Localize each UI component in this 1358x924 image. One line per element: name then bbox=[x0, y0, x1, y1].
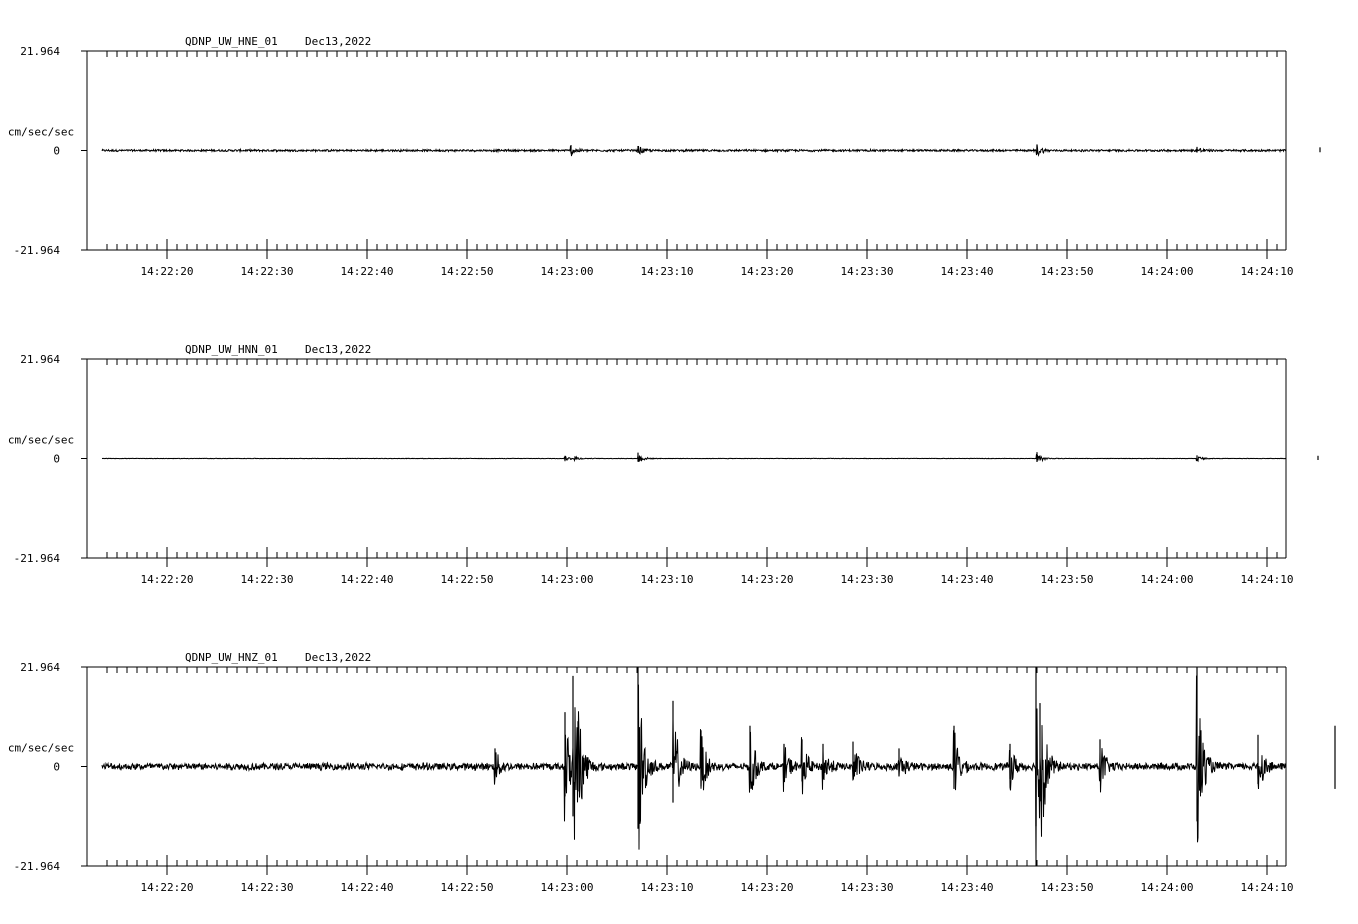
x-tick-label: 14:22:20 bbox=[140, 881, 194, 894]
date-label: Dec13,2022 bbox=[305, 343, 372, 356]
waveform-trace bbox=[102, 144, 1286, 156]
y-axis-label: cm/sec/sec bbox=[7, 741, 75, 755]
x-tick-label: 14:23:40 bbox=[940, 881, 994, 894]
x-tick-label: 14:23:10 bbox=[640, 265, 694, 278]
x-tick-label: 14:23:00 bbox=[540, 881, 594, 894]
x-tick-label: 14:24:10 bbox=[1240, 265, 1294, 278]
date-label: Dec13,2022 bbox=[305, 35, 372, 48]
x-tick-label: 14:22:50 bbox=[440, 573, 494, 586]
date-label: Dec13,2022 bbox=[305, 651, 372, 664]
y-tick-label: 21.964 bbox=[20, 45, 60, 58]
x-tick-label: 14:23:10 bbox=[640, 881, 694, 894]
station-label: QDNP_UW_HNZ_01 bbox=[185, 651, 278, 664]
x-tick-label: 14:22:40 bbox=[340, 265, 394, 278]
x-tick-label: 14:23:00 bbox=[540, 265, 594, 278]
x-tick-label: 14:23:20 bbox=[740, 881, 794, 894]
y-tick-label: 21.964 bbox=[20, 353, 60, 366]
x-tick-label: 14:24:00 bbox=[1140, 265, 1194, 278]
waveform-trace bbox=[102, 676, 1286, 866]
x-tick-label: 14:22:20 bbox=[140, 573, 194, 586]
x-tick-label: 14:23:50 bbox=[1040, 881, 1094, 894]
x-tick-label: 14:22:30 bbox=[240, 265, 294, 278]
x-tick-label: 14:23:30 bbox=[840, 881, 894, 894]
x-tick-label: 14:23:20 bbox=[740, 265, 794, 278]
x-tick-label: 14:22:30 bbox=[240, 881, 294, 894]
x-tick-label: 14:23:00 bbox=[540, 573, 594, 586]
x-tick-label: 14:23:10 bbox=[640, 573, 694, 586]
y-tick-label: 0 bbox=[53, 760, 60, 774]
y-tick-label: -21.964 bbox=[13, 244, 60, 257]
x-tick-label: 14:23:40 bbox=[940, 265, 994, 278]
x-tick-label: 14:22:40 bbox=[340, 573, 394, 586]
x-tick-label: 14:24:10 bbox=[1240, 573, 1294, 586]
waveform-trace bbox=[102, 454, 1286, 462]
station-label: QDNP_UW_HNN_01 bbox=[185, 343, 278, 356]
y-tick-label: 0 bbox=[53, 144, 60, 158]
y-axis-label: cm/sec/sec bbox=[7, 433, 75, 447]
x-tick-label: 14:23:30 bbox=[840, 573, 894, 586]
x-tick-label: 14:23:20 bbox=[740, 573, 794, 586]
x-tick-label: 14:22:50 bbox=[440, 265, 494, 278]
x-tick-label: 14:23:50 bbox=[1040, 573, 1094, 586]
x-tick-label: 14:22:20 bbox=[140, 265, 194, 278]
x-tick-label: 14:24:00 bbox=[1140, 573, 1194, 586]
y-tick-label: 21.964 bbox=[20, 661, 60, 674]
y-tick-label: -21.964 bbox=[13, 552, 60, 565]
y-axis-label: cm/sec/sec bbox=[7, 125, 75, 139]
station-label: QDNP_UW_HNE_01 bbox=[185, 35, 278, 48]
x-tick-label: 14:24:10 bbox=[1240, 881, 1294, 894]
x-tick-label: 14:22:50 bbox=[440, 881, 494, 894]
x-tick-label: 14:23:30 bbox=[840, 265, 894, 278]
x-tick-label: 14:24:00 bbox=[1140, 881, 1194, 894]
x-tick-label: 14:22:40 bbox=[340, 881, 394, 894]
x-tick-label: 14:23:50 bbox=[1040, 265, 1094, 278]
y-tick-label: 0 bbox=[53, 452, 60, 466]
x-tick-label: 14:22:30 bbox=[240, 573, 294, 586]
x-tick-label: 14:23:40 bbox=[940, 573, 994, 586]
y-tick-label: -21.964 bbox=[13, 860, 60, 873]
